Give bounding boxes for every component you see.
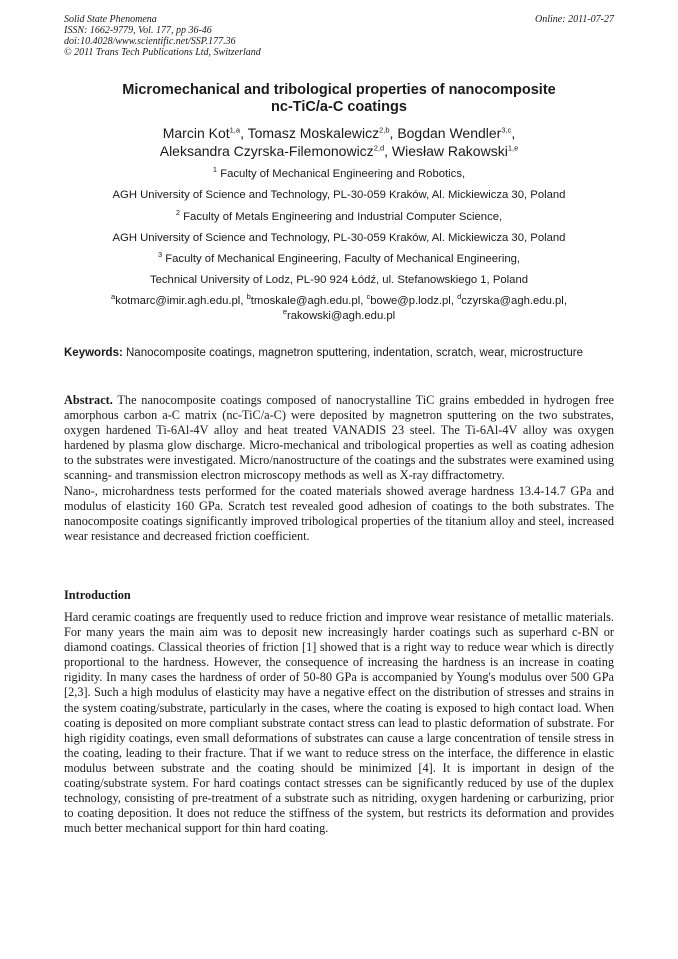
email-sep: , — [563, 295, 567, 307]
keywords-text: Nanocomposite coatings, magnetron sputtering, indentation, scratch, wear, microstructure — [122, 347, 584, 359]
email-sep: , — [360, 295, 367, 307]
title-line-1: Micromechanical and tribological properties of nanocomposite — [122, 82, 556, 98]
author-line-2 — [64, 142, 614, 160]
email-link[interactable]: czyrska@agh.edu.pl — [461, 295, 564, 307]
affiliation-line — [64, 228, 614, 249]
email-link[interactable]: rakowski@agh.edu.pl — [286, 310, 396, 322]
email-link[interactable]: tmoskale@agh.edu.pl — [250, 295, 361, 307]
email-link[interactable]: kotmarc@imir.agh.edu.pl — [115, 295, 241, 307]
introduction-text: Hard ceramic coatings are frequently used to reduce friction and improve wear resistance of metallic materials. For many years the main aim was to deposit new increasingly harder coatings such as superhard c-BN or diamond coatings. Classical theories of friction [1] showed that is a right way to reduce wear which is directly proportional to the hardness. However, the consequence of increasing the hardness is an increase in coating rigidity. In many cases the hardness of order of 50-80 GPa is accompanied by Young's modulus over 500 GPa [2,3]. Such a high modulus of elasticity may have a negative effect on the distribution of stresses and strains in the system coating/substrate, particularly in the cases, where the coating is exposed to high contact load. When coating is deposited on more compliant substrate contact stress can lead to plastic deformation of substrate. For high rigidity coatings, even small deformations of substrates can cause a large concentration of tensile stress in the coating, leading to their fracture. That if we want to reduce stress on the interface, the difference in elastic modulus between substrate and the coating should be minimized [4]. It is important in design of the coating/substrate system. For hard coatings contact stresses can be significantly reduced by use of the duplex technology, consisting of pre-treatment of a substrate such as nitriding, oxygen hardening or carburizing, prior to coating deposition. It does not reduce the stiffness of the system, but restricts its deformation and provides much better mechanical support for thin hard coating. — [64, 610, 614, 836]
title-line-2: nc-TiC/a-C coatings — [271, 99, 407, 115]
abstract-label: Abstract. — [64, 393, 113, 407]
affiliation-text: AGH University of Science and Technology, PL-30-059 Kraków, Al. Mickiewicza 30, Poland — [112, 189, 566, 202]
affiliation-text: Faculty of Mechanical Engineering and Robotics, — [217, 168, 466, 180]
journal-header — [64, 14, 261, 58]
author-sep: , — [384, 143, 392, 159]
affiliation-line — [64, 249, 614, 270]
online-date: Online: 2011-07-27 — [535, 14, 614, 25]
email-sep: , — [240, 295, 247, 307]
abstract — [64, 393, 614, 544]
author-sep: , — [389, 125, 398, 141]
author-sep: , — [511, 125, 516, 141]
email-line-1 — [64, 294, 614, 309]
email-sep: , — [450, 295, 458, 307]
author-sup: 1,e — [507, 143, 519, 153]
abstract-paragraph-2: Nano-, microhardness tests performed for the coated materials showed average hardness 13.4-14.7 GPa and modulus of elasticity 160 GPa. Scratch test revealed good adhesion of coatings to the both substrates. The nanocomposite coatings significantly improved tribological properties of the titanium alloy and steel, increased wear resistance and decreased friction coefficient. — [64, 483, 614, 543]
affiliation-line — [64, 185, 614, 206]
abstract-paragraph-1 — [64, 393, 614, 484]
affiliation-text: Technical University of Lodz, PL-90 924 Łódź, ul. Stefanowskiego 1, Poland — [149, 274, 529, 287]
email-line-2 — [64, 309, 614, 324]
email-link[interactable]: bowe@p.lodz.pl — [370, 295, 451, 307]
email-sup: e — [282, 307, 287, 317]
affiliation-sup: 1 — [212, 165, 218, 175]
journal-name: Solid State Phenomena — [64, 14, 157, 25]
introduction-heading: Introduction — [64, 588, 131, 602]
author-line-1 — [64, 124, 614, 142]
abstract-text-1: The nanocomposite coatings composed of nanocrystalline TiC grains embedded in hydrogen free amorphous carbon a-C matrix (nc-TiC/a-C) were deposited by magnetron sputtering on the two substrates, oxygen hardened Ti-6Al-4V alloy and heat treated VANADIS 23 steel. The Ti-6Al-4V alloy was oxygen hardened by plasma glow discharge. Micro-mechanical and tribological properties as well as coating adhesion to the substrates were investigated. Micro/nanostructure of the coatings and the substrates were examined using scanning- and transmission electron microscopy methods as well as X-ray diffractometry. — [64, 393, 614, 483]
email-sup: b — [246, 292, 251, 302]
affiliation-text: AGH University of Science and Technology, PL-30-059 Kraków, Al. Mickiewicza 30, Poland — [112, 231, 566, 244]
affiliation-text: Faculty of Metals Engineering and Industrial Computer Science, — [180, 210, 503, 223]
author-name: Marcin Kot — [162, 125, 230, 141]
author-sep: , — [240, 125, 248, 141]
author-sup: 3,c — [501, 125, 512, 135]
copyright: © 2011 Trans Tech Publications Ltd, Switzerland — [64, 47, 261, 58]
author-sup: 2,d — [373, 143, 385, 153]
author-sup: 2,b — [379, 125, 390, 135]
keywords-label: Keywords: — [64, 347, 123, 359]
author-sup: 1,a — [229, 125, 241, 135]
keywords — [64, 346, 614, 361]
affiliation-line — [64, 270, 614, 291]
author-list — [64, 124, 614, 160]
doi: doi:10.4028/www.scientific.net/SSP.177.36 — [64, 36, 236, 47]
affiliation-sup: 2 — [175, 207, 181, 217]
email-list — [64, 294, 614, 324]
author-name: Bogdan Wendler — [397, 125, 502, 141]
email-sup: c — [366, 292, 371, 302]
affiliation-text: Faculty of Mechanical Engineering, Faculty of Mechanical Engineering, — [162, 253, 521, 266]
author-name: Aleksandra Czyrska-Filemonowicz — [159, 143, 374, 159]
author-name: Tomasz Moskalewicz — [247, 125, 380, 141]
affiliation-line — [64, 207, 614, 228]
issn: ISSN: 1662-9779, Vol. 177, pp 36-46 — [64, 25, 212, 36]
author-name: Wiesław Rakowski — [391, 143, 508, 159]
affiliations — [64, 164, 614, 292]
email-sup: a — [111, 292, 116, 302]
affiliation-line — [64, 164, 614, 185]
email-sup: d — [457, 292, 462, 302]
affiliation-sup: 3 — [157, 250, 163, 260]
paper-title — [64, 82, 614, 116]
